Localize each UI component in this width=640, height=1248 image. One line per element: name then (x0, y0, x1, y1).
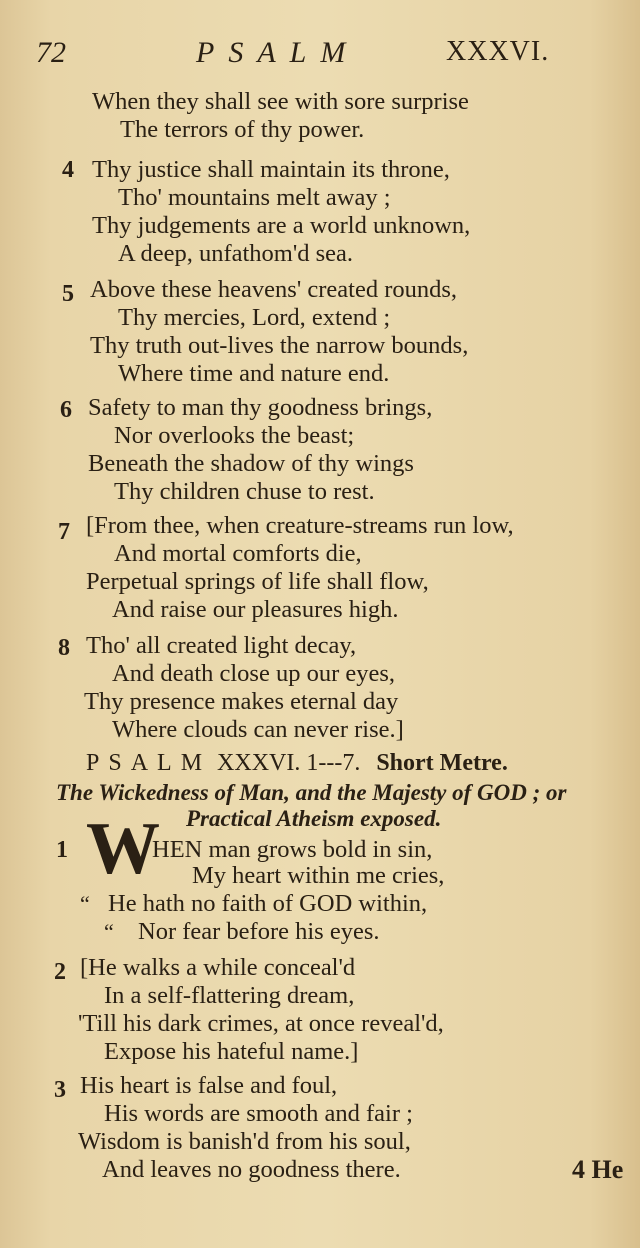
verse-line: He hath no faith of GOD within, (108, 890, 428, 917)
catchword: 4 He (572, 1155, 624, 1184)
verse-line: In a self-flattering dream, (104, 982, 355, 1009)
quote-mark: “ (80, 891, 90, 916)
verse-line: Where time and nature end. (118, 360, 390, 387)
psalm-subtitle-continued: Practical Atheism exposed. (186, 806, 442, 831)
verse-line: Thy children chuse to rest. (114, 478, 375, 505)
verse-line: Tho' mountains melt away ; (118, 184, 391, 211)
verse-number: 7 (58, 519, 70, 545)
verse-line: My heart within me cries, (192, 862, 445, 889)
drop-cap: W (86, 808, 160, 890)
verse-line: Where clouds can never rise.] (112, 716, 404, 743)
verse-number: 8 (58, 635, 70, 661)
verse-line: Beneath the shadow of thy wings (88, 450, 414, 477)
verse-line: Wisdom is banish'd from his soul, (78, 1128, 411, 1155)
running-title: PSALM (196, 36, 360, 69)
verse-number: 4 (62, 157, 74, 183)
verse-number: 5 (62, 281, 74, 307)
verse-line: His words are smooth and fair ; (104, 1100, 413, 1127)
verse-line: Thy mercies, Lord, extend ; (118, 304, 391, 331)
verse-line: And leaves no goodness there. (102, 1156, 401, 1183)
verse-line: And raise our pleasures high. (112, 596, 399, 623)
verse-line: Thy truth out-lives the narrow bounds, (90, 332, 469, 359)
verse-line: Nor fear before his eyes. (138, 918, 380, 945)
verse-line: And death close up our eyes, (112, 660, 396, 687)
quote-mark: “ (104, 919, 114, 944)
verse-line: The terrors of thy power. (120, 116, 365, 143)
psalm-heading-label: PSALM (86, 750, 212, 776)
verse-line: HEN man grows bold in sin, (152, 836, 433, 863)
verse-number: 2 (54, 959, 66, 985)
verse-number: 6 (60, 397, 72, 423)
verse-line: 'Till his dark crimes, at once reveal'd, (78, 1010, 444, 1037)
verse-line: When they shall see with sore surprise (92, 88, 469, 115)
verse-line: His heart is false and foul, (80, 1072, 338, 1099)
psalm-heading (86, 750, 508, 777)
verse-line: Above these heavens' created rounds, (90, 276, 458, 303)
verse-line: Perpetual springs of life shall flow, (86, 568, 429, 595)
verse-line: [From thee, when creature-streams run low, (86, 512, 514, 539)
verse-line: A deep, unfathom'd sea. (118, 240, 354, 267)
psalm-heading-metre: Short Metre. (376, 750, 508, 776)
psalm-heading-number: XXXVI. 1---7. (217, 750, 361, 776)
verse-number: 1 (56, 837, 68, 863)
running-header (0, 26, 640, 76)
psalm-subtitle: The Wickedness of Man, and the Majesty of GOD ; or (56, 780, 567, 805)
verse-line: Tho' all created light decay, (86, 632, 357, 659)
verse-line: And mortal comforts die, (114, 540, 362, 567)
verse-line: Expose his hateful name.] (104, 1038, 359, 1065)
page-number: 72 (36, 36, 66, 69)
verse-line: Safety to man thy goodness brings, (88, 394, 433, 421)
psalm-number: XXXVI. (446, 36, 550, 67)
verse-line: Thy justice shall maintain its throne, (92, 156, 450, 183)
verse-number: 3 (54, 1077, 66, 1103)
verse-line: [He walks a while conceal'd (80, 954, 356, 981)
verse-line: Thy presence makes eternal day (84, 688, 399, 715)
verse-line: Nor overlooks the beast; (114, 422, 355, 449)
verse-line: Thy judgements are a world unknown, (92, 212, 471, 239)
